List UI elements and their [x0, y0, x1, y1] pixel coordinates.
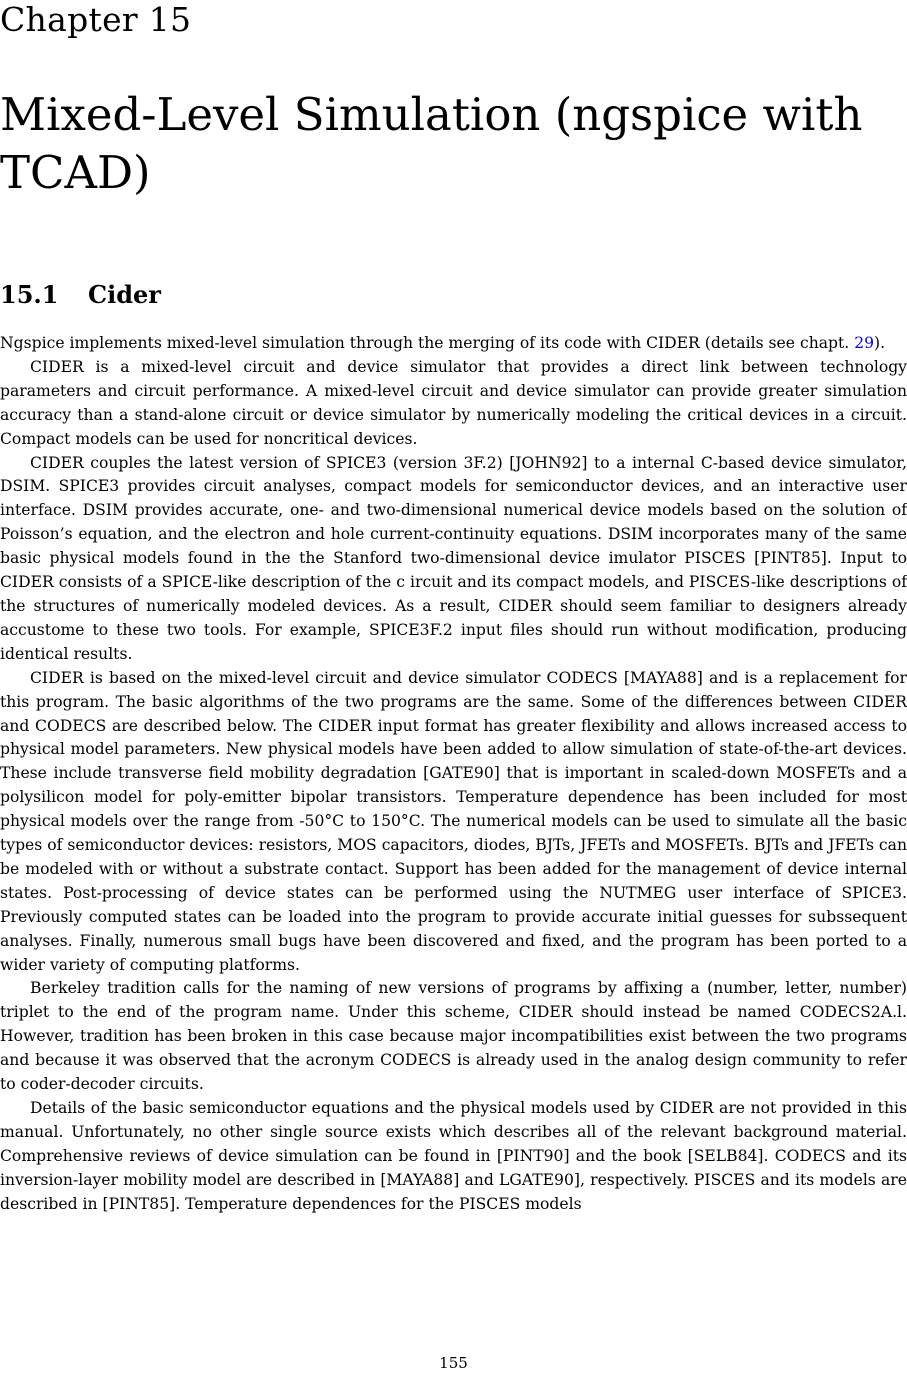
chapter-title: Mixed-Level Simulation (ngspice with TCAD) — [0, 88, 863, 199]
paragraph-intro — [0, 332, 907, 356]
paragraph-codecs: CIDER is based on the mixed-level circuit and device simulator CODECS [MAYA88] and is a replacement for this program. The basic algorithms of the two programs are the same. Some of the differences between CIDER and CODECS are described below. The CIDER input format has greater flexibility and allows increased access to physical model parameters. New physical models have been added to allow simulation of state-of-the-art devices. These include transverse field mobility degradation [GATE90] that is important in scaled-down MOSFETs and a polysilicon model for poly-emitter bipolar transistors. Temperature dependence has been included for most physical models over the range from -50°C to 150°C. The numerical models can be used to simulate all the basic types of semiconductor devices: resistors, MOS capacitors, diodes, BJTs, JFETs and MOSFETs. BJTs and JFETs can be modeled with or without a substrate contact. Support has been added for the management of device internal states. Post-processing of device states can be performed using the NUTMEG user interface of SPICE3. Previously computed states can be loaded into the program to provide accurate initial guesses for subssequent analyses. Finally, numerous small bugs have been discovered and fixed, and the program has been ported to a wider variety of computing platforms. — [0, 668, 907, 974]
chapter-label: Chapter 15 — [0, 0, 192, 39]
paragraph-intro-end: ). — [874, 334, 886, 352]
paragraph-details: Details of the basic semiconductor equations and the physical models used by CIDER are not provided in this manual. Unfortunately, no other single source exists which describes all of the relevant background material. Comprehensive reviews of device simulation can be found in [PINT90] and the book [SELB84]. CODECS and its inversion-layer mobility model are described in [MAYA88] and LGATE90], respectively. PISCES and its models are described in [PINT85]. Temperature dependences for the PISCES models — [0, 1099, 907, 1213]
section-heading — [0, 280, 161, 310]
chapter-reference-link[interactable]: 29 — [854, 334, 875, 352]
paragraph-naming: Berkeley tradition calls for the naming of new versions of programs by affixing a (number, letter, number) triplet to the end of the program name. Under this scheme, CIDER should instead be named CODECS2A.l. However, tradition has been broken in this case because major incompatibilities exist between the two programs and because it was observed that the acronym CODECS is already used in the analog design community to refer to coder-decoder circuits. — [0, 979, 907, 1094]
paragraph-overview: CIDER is a mixed-level circuit and device simulator that provides a direct link between technology parameters and circuit performance. A mixed-level circuit and device simulator can provide greater simulation accuracy than a stand-alone circuit or device simulator by numerically modeling the critical devices in a circuit. Compact models can be used for noncritical devices. — [0, 357, 907, 448]
paragraph-intro-text: Ngspice implements mixed-level simulation through the merging of its code with CIDER (details see chapt. — [0, 334, 855, 352]
page-number: 155 — [439, 1354, 468, 1372]
body-text — [0, 332, 907, 1217]
section-number: 15.1 — [0, 280, 59, 309]
section-title: Cider — [88, 280, 161, 309]
paragraph-coupling: CIDER couples the latest version of SPICE3 (version 3F.2) [JOHN92] to a internal C-based device simulator, DSIM. SPICE3 provides circuit analyses, compact models for semiconductor devices, and an interactive user interface. DSIM provides accurate, one- and two-dimensional numerical device models based on the solution of Poisson’s equation, and the electron and hole current-continuity equations. DSIM incorporates many of the same basic physical models found in the the Stanford two-dimensional device imulator PISCES [PINT85]. Input to CIDER consists of a SPICE-like description of the c ircuit and its compact models, and PISCES-like descriptions of the structures of numerically modeled devices. As a result, CIDER should seem familiar to designers already accustome to these two tools. For example, SPICE3F.2 input files should run without modification, producing identical results. — [0, 453, 907, 663]
